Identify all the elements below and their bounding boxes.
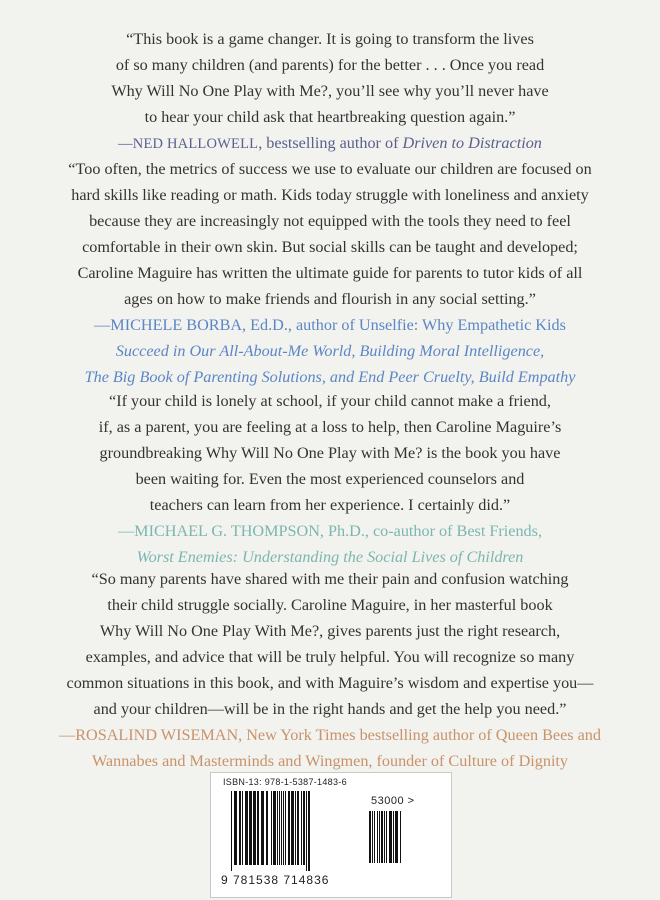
barcode-bar [389,811,392,863]
blurb-attribution: —MICHAEL G. THOMPSON, Ph.D., co-author of Best Friends, [117,522,542,540]
barcode-bar [253,791,256,865]
isbn-barcode [231,791,359,871]
barcode-bar [369,811,371,863]
barcode-bar [384,811,385,863]
barcode-bar [306,791,307,871]
barcode-bar [277,791,278,865]
barcode-bar [297,791,299,865]
blurb-line: their child struggle socially. Caroline Maguire, in her masterful book [107,596,553,614]
barcode-bar [372,811,373,863]
barcode-bar [271,791,272,865]
blurb-attribution: The Big Book of Parenting Solutions, and End Peer Cruelty, Build Empathy [84,368,576,386]
blurb-line: comfortable in their own skin. But social skills can be taught and developed; [82,238,578,256]
blurb-line: of so many children (and parents) for the better . . . Once you read [115,56,545,74]
barcode-bar [308,791,310,871]
barcode-bar [303,791,305,865]
blurb-attribution: —MICHELE BORBA, Ed.D., author of Unselfie: Why Empathetic Kids [94,316,566,334]
barcode-bar [273,791,276,865]
barcode-bar [234,791,237,865]
barcode-bar [231,791,232,871]
barcode-bar [288,791,290,865]
blurb-line: examples, and advice that will be truly helpful. You will recognize so many [85,648,575,666]
price-code: 53000 > [371,795,415,807]
blurb-attribution: Worst Enemies: Understanding the Social Lives of Children [136,548,524,566]
blurb-attribution: Wannabes and Masterminds and Wingmen, founder of Culture of Dignity [91,752,569,770]
barcode-bar [301,791,302,865]
isbn-number: ISBN-13: 978-1-5387-1483-6 [223,777,347,787]
blurb-line: been waiting for. Even the most experienced counselors and [135,470,525,488]
blurb-line: because they are increasingly not equipped with the tools they need to feel [89,212,571,230]
blurb-attribution: —ROSALIND WISEMAN, New York Times bestselling author of Queen Bees and [59,726,601,744]
blurb-line: if, as a parent, you are feeling at a loss to help, then Caroline Maguire’s [98,418,562,436]
blurb-line: groundbreaking Why Will No One Play with Me? is the book you have [99,444,561,462]
blurb-line: Why Will No One Play with Me?, you’ll see why you’ll never have [111,82,549,100]
barcode-bar [283,791,284,865]
barcode-bar [257,791,259,865]
barcode-bar [395,811,398,863]
blurb-attribution [40,130,620,157]
price-barcode [369,811,429,871]
blurb-line: ages on how to make friends and flourish in any social setting.” [124,290,536,308]
barcode-bar [393,811,394,863]
barcode-bar [261,791,264,865]
blurb-line: teachers can learn from her experience. I certainly did.” [149,496,511,514]
barcode-bar [267,791,268,865]
barcode-bar [377,811,378,863]
blurb-borba [40,156,620,390]
blurb-wiseman [40,566,620,774]
barcode-bar [374,811,375,863]
blurb-hallowell [40,26,620,157]
attribution-name: —NED HALLOWELL [118,136,259,152]
blurb-line: to hear your child ask that heartbreaking question again.” [144,108,516,126]
barcode-bar [295,791,296,865]
blurb-line: “Too often, the metrics of success we use to evaluate our children are focused on [68,160,592,178]
blurb-line: and your children—will be in the right hands and get the help you need.” [93,700,567,718]
ean-digits: 9 781538 714836 [221,873,330,887]
blurb-thompson [40,388,620,570]
blurb-line: common situations in this book, and with Maguire’s wisdom and expertise you— [66,674,594,692]
attribution-works: Driven to Distraction [402,134,542,152]
barcode-bar [266,791,267,865]
blurb-line: “This book is a game changer. It is going to transform the lives [126,30,534,48]
barcode-bar [379,811,380,863]
barcode-bar [400,811,401,863]
attribution-text: , bestselling author of [258,134,403,152]
blurb-line: “If your child is lonely at school, if your child cannot make a friend, [109,392,551,410]
blurb-line: Caroline Maguire has written the ultimate guide for parents to tutor kids of all [77,264,583,282]
barcode-bar [242,791,243,865]
barcode-bar [249,791,252,865]
blurb-attribution: Succeed in Our All-About-Me World, Building Moral Intelligence, [115,342,545,360]
barcode-bar [281,791,282,865]
barcode-bar [279,791,280,865]
barcode-label [210,772,452,898]
blurb-line: “So many parents have shared with me their pain and confusion watching [91,570,569,588]
barcode-bar [285,791,286,865]
barcode-bar [291,791,294,865]
blurb-line: Why Will No One Play With Me?, gives parents just the right research, [99,622,561,640]
barcode-bar [245,791,248,865]
barcode-bar [381,811,383,863]
barcode-bar [239,791,241,865]
blurb-line: hard skills like reading or math. Kids today struggle with loneliness and anxiety [71,186,589,204]
barcode-bar [386,811,387,863]
